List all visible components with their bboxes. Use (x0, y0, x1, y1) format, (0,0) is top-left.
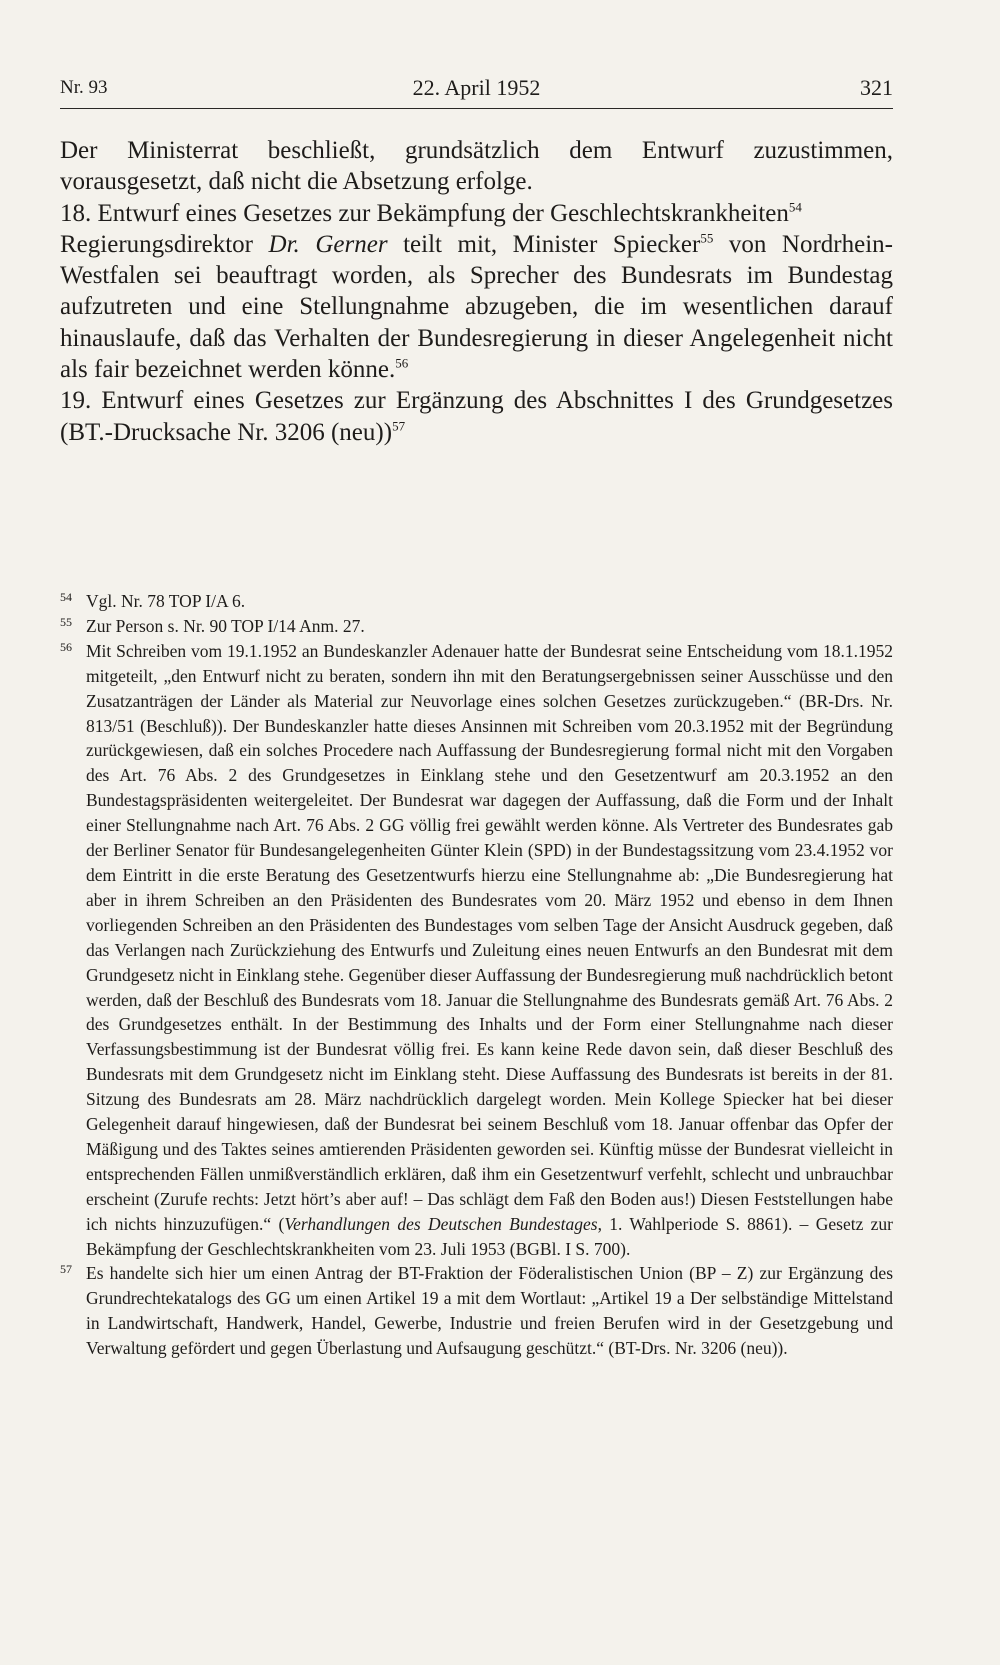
footnote-54 (60, 589, 893, 614)
footnote-57 (60, 1261, 893, 1361)
agenda-item-19 (60, 385, 893, 448)
paragraph-item-18 (60, 229, 893, 385)
footnote-ref-56: 56 (395, 355, 409, 371)
footnote-number: 55 (60, 614, 72, 629)
paragraph-decision: Der Ministerrat beschließt, grundsätzlich dem Entwurf zuzustimmen, vorausgesetzt, daß nicht die Absetzung erfolge. (60, 137, 893, 196)
main-text (60, 135, 893, 448)
footnote-text: Mit Schreiben vom 19.1.1952 an Bundeskanzler Adenauer hatte der Bundesrat seine Entscheidung vom 18.1.1952 mitgeteilt, „den Entwurf nicht zu beraten, sondern ihn mit den Beratungsergebnissen seiner Ausschüsse und den Zusatzanträgen der Länder als Material zur Neuvorlage eines solchen Gesetzes zurückzugeben.“ (BR-Drs. Nr. 813/51 (Beschluß)). Der Bundeskanzler hatte dieses Ansinnen mit Schreiben vom 20.3.1952 mit der Begründung zurückgewiesen, daß ein solches Procedere nach Auffassung der Bundesregierung formal nicht mit den Vorgaben des Art. 76 Abs. 2 des Grundgesetzes in Einklang stehe und den Gesetzentwurf am 20.3.1952 an den Bundestagspräsidenten weitergeleitet. Der Bundesrat war dagegen der Auffassung, daß die Form und der Inhalt einer Stellungnahme nach Art. 76 Abs. 2 GG völlig frei gewählt werden könne. Als Vertreter des Bundesrates gab der Berliner Senator für Bundesangelegenheiten Günter Klein (SPD) in der Bundestagssitzung vom 23.4.1952 vor dem Eintritt in die erste Beratung des Gesetzentwurfs hierzu eine Stellungnahme ab: „Die Bundesregierung hat aber in ihrem Schreiben an den Präsidenten des Bundesrates vom 20. März 1952 und ebenso in dem Ihnen vorliegenden Schreiben an den Präsidenten des Bundestages vom selben Tage der Ansicht Ausdruck gegeben, daß das Verlangen nach Zurückziehung des Entwurfs und Zuleitung eines neuen Entwurfs an den Bundesrat mit dem Grundgesetz nicht in Einklang stehe. Gegenüber dieser Auffassung der Bundesregierung muß nachdrücklich betont werden, daß der Beschluß des Bundesrats vom 18. Januar die Stellungnahme des Bundesrats gemäß Art. 76 Abs. 2 des Grundgesetzes enthält. In der Bestimmung des Inhalts und der Form einer Stellungnahme nach dieser Verfassungsbestimmung ist der Bundesrat völlig frei. Es kann keine Rede davon sein, daß dieser Beschluß des Bundesrats mit dem Grundgesetz nicht im Einklang steht. Diese Auffassung des Bundesrats ist bereits in der 81. Sitzung des Bundesrats am 28. März nachdrücklich dargelegt worden. Mein Kollege Spiecker hat bei dieser Gelegenheit darauf hingewiesen, daß der Bundesrat bei seinem Beschluß vom 18. Januar offenbar das Opfer der Mäßigung und des Taktes seines amtierenden Präsidenten geworden sei. Künftig müsse der Bundesrat vielleicht in entsprechenden Fällen unmißverständlich erklären, daß ihm ein Gesetzentwurf verfehlt, schlecht und unbrauchbar erscheint (Zurufe rechts: Jetzt hört’s aber auf! – Das schlägt dem Faß den Boden aus!) Diesen Feststellungen habe ich nichts hinzuzufügen.“ ( (86, 640, 893, 1234)
footnote-ref-54: 54 (788, 199, 802, 215)
item-18-text-a: Regierungsdirektor (60, 230, 269, 258)
footnote-text: Vgl. Nr. 78 TOP I/A 6. (86, 591, 246, 611)
footnote-number: 54 (60, 590, 72, 604)
page-number: 321 (860, 75, 893, 100)
footnote-55 (60, 614, 893, 639)
footnote-text: Zur Person s. Nr. 90 TOP I/14 Anm. 27. (86, 615, 365, 636)
item-18-text-c: von Nordrhein-Westfalen sei beauftragt worden, als Sprecher des Bundesrats im Bundestag aufzutreten und eine Stellungnahme abzugeben, die im wesentlichen darauf hinauslaufe, daß das Verhalten der Bundesregierung in dieser Angelegenheit nicht als fair bezeichnet werden könne. (60, 230, 894, 384)
person-name: Dr. Gerner (268, 230, 388, 258)
source-title: Verhandlungen des Deutschen Bundestages (284, 1213, 598, 1234)
footnotes (60, 589, 893, 1361)
footnote-number: 57 (60, 1262, 72, 1277)
agenda-item-18-title: 18. Entwurf eines Gesetzes zur Bekämpfung der Geschlechtskrankheiten (60, 199, 789, 227)
item-18-text-b: teilt mit, Minister Spiecker (387, 230, 701, 258)
agenda-item-19-title: 19. Entwurf eines Gesetzes zur Ergänzung des Abschnittes I des Grundgesetzes (BT.-Drucksache Nr. 3206 (neu)) (60, 387, 893, 446)
agenda-item-18 (60, 198, 893, 229)
footnote-number: 56 (60, 639, 72, 654)
header-date: 22. April 1952 (412, 75, 541, 100)
footnote-text-end: , 1. Wahlperiode S. 8861). – Gesetz zur Bekämpfung der Geschlechtskrankheiten vom 23. Juli 1953 (BGBl. I S. 700). (86, 1213, 894, 1259)
footnote-ref-55: 55 (700, 230, 714, 246)
footnote-ref-57: 57 (392, 418, 406, 434)
protocol-number: Nr. 93 (60, 77, 108, 98)
footnote-text: Es handelte sich hier um einen Antrag der BT-Fraktion der Föderalistischen Union (BP – Z) zur Ergänzung des Grundrechtekatalogs des GG um einen Artikel 19 a mit dem Wortlaut: „Artikel 19 a Der selbständige Mittelstand in Landwirtschaft, Handwerk, Handel, Gewerbe, Industrie und freien Berufen wird in der Gesetzgebung und Verwaltung gefördert und gegen Überlastung und Aufsaugung geschützt.“ (BT-Drs. Nr. 3206 (neu)). (86, 1263, 893, 1359)
footnote-56 (60, 639, 893, 1262)
page-header (60, 68, 893, 109)
